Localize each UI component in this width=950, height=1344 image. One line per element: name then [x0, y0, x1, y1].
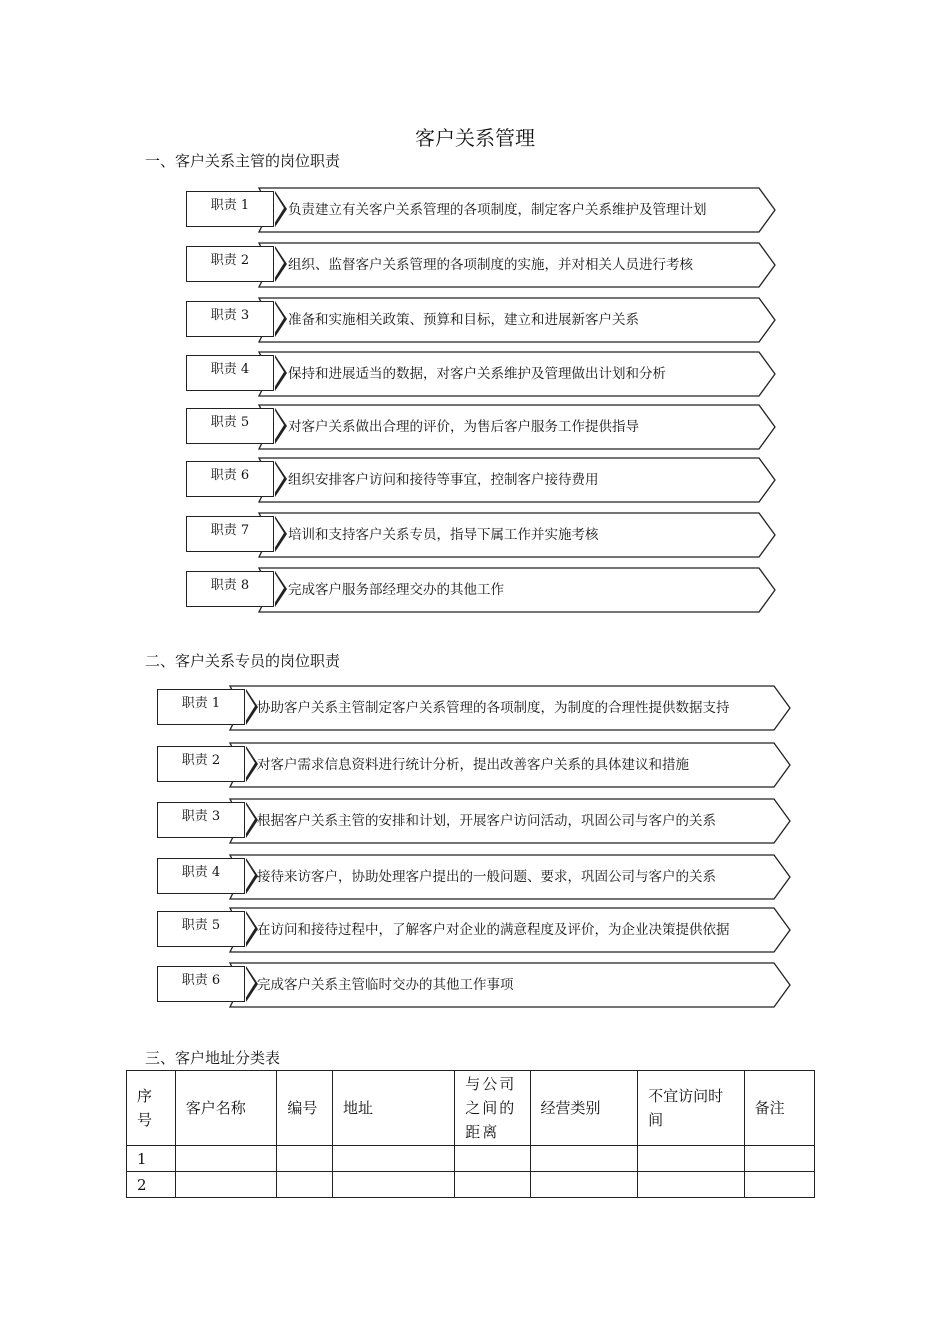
- duty-item: [157, 798, 790, 844]
- duty-item: [157, 742, 790, 788]
- col-remarks: 备注: [744, 1071, 814, 1146]
- duty-label: 职责 1: [186, 191, 274, 227]
- duty-item: [186, 404, 775, 450]
- duty-item: [186, 567, 775, 613]
- table-cell: [455, 1172, 530, 1198]
- duty-label: 职责 2: [157, 746, 245, 782]
- table-cell: [333, 1172, 455, 1198]
- table-cell: [638, 1146, 745, 1172]
- duty-item: [186, 297, 775, 343]
- table-cell: 2: [127, 1172, 176, 1198]
- section2-heading: 二、客户关系专员的岗位职责: [145, 652, 341, 670]
- duty-text: 接待来访客户，协助处理客户提出的一般问题、要求，巩固公司与客户的关系: [257, 869, 716, 885]
- table-cell: [455, 1146, 530, 1172]
- duty-text: 在访问和接待过程中，了解客户对企业的满意程度及评价，为企业决策提供依据: [257, 922, 730, 938]
- duty-text: 准备和实施相关政策、预算和目标，建立和进展新客户关系: [288, 312, 639, 328]
- table-row: [127, 1146, 815, 1172]
- duty-item: [186, 242, 775, 288]
- duty-label: 职责 6: [157, 966, 245, 1002]
- table-cell: [530, 1172, 638, 1198]
- duty-text: 对客户需求信息资料进行统计分析，提出改善客户关系的具体建议和措施: [257, 757, 689, 773]
- table-header-row: [127, 1071, 815, 1146]
- col-customer-name: 客户名称: [175, 1071, 277, 1146]
- col-business-type: 经营类别: [530, 1071, 638, 1146]
- table-cell: [638, 1172, 745, 1198]
- section1-heading: 一、客户关系主管的岗位职责: [145, 152, 341, 170]
- page-title: 客户关系管理: [415, 126, 535, 150]
- table-cell: [744, 1146, 814, 1172]
- duty-label: 职责 4: [157, 858, 245, 894]
- duty-item: [186, 351, 775, 397]
- table-cell: [175, 1146, 277, 1172]
- section3-heading: 三、客户地址分类表: [145, 1049, 281, 1067]
- duty-label: 职责 3: [186, 301, 274, 337]
- customer-address-table: [126, 1070, 815, 1198]
- table-cell: [744, 1172, 814, 1198]
- duty-text: 完成客户服务部经理交办的其他工作: [288, 582, 504, 598]
- col-number: 编号: [277, 1071, 333, 1146]
- duty-text: 组织安排客户访问和接待等事宜，控制客户接待费用: [288, 472, 599, 488]
- duty-item: [157, 685, 790, 731]
- duty-label: 职责 2: [186, 246, 274, 282]
- table-cell: [175, 1172, 277, 1198]
- table-row: [127, 1172, 815, 1198]
- duty-text: 对客户关系做出合理的评价，为售后客户服务工作提供指导: [288, 419, 639, 435]
- duty-text: 协助客户关系主管制定客户关系管理的各项制度，为制度的合理性提供数据支持: [257, 700, 730, 716]
- duty-text: 组织、监督客户关系管理的各项制度的实施，并对相关人员进行考核: [288, 257, 693, 273]
- duty-item: [186, 457, 775, 503]
- duty-item: [186, 187, 775, 233]
- duty-text: 根据客户关系主管的安排和计划，开展客户访问活动，巩固公司与客户的关系: [257, 813, 716, 829]
- table-body: [127, 1146, 815, 1198]
- table-cell: [530, 1146, 638, 1172]
- duty-item: [157, 962, 790, 1008]
- duty-text: 完成客户关系主管临时交办的其他工作事项: [257, 977, 514, 993]
- table-cell: 1: [127, 1146, 176, 1172]
- col-distance: 与公司 之间的 距离: [455, 1071, 530, 1146]
- duty-label: 职责 5: [157, 911, 245, 947]
- duty-label: 职责 1: [157, 689, 245, 725]
- duty-label: 职责 4: [186, 355, 274, 391]
- duty-label: 职责 3: [157, 802, 245, 838]
- duty-text: 培训和支持客户关系专员，指导下属工作并实施考核: [288, 527, 599, 543]
- duty-item: [157, 854, 790, 900]
- duty-label: 职责 7: [186, 516, 274, 552]
- duty-text: 保持和进展适当的数据，对客户关系维护及管理做出计划和分析: [288, 366, 666, 382]
- duty-label: 职责 6: [186, 461, 274, 497]
- table-cell: [277, 1172, 333, 1198]
- duty-label: 职责 8: [186, 571, 274, 607]
- col-index: 序 号: [127, 1071, 176, 1146]
- duty-item: [157, 907, 790, 953]
- duty-label: 职责 5: [186, 408, 274, 444]
- col-no-visit-time: 不宜访问时 间: [638, 1071, 745, 1146]
- duty-item: [186, 512, 775, 558]
- col-address: 地址: [333, 1071, 455, 1146]
- table-cell: [277, 1146, 333, 1172]
- duty-text: 负责建立有关客户关系管理的各项制度，制定客户关系维护及管理计划: [288, 202, 707, 218]
- table-cell: [333, 1146, 455, 1172]
